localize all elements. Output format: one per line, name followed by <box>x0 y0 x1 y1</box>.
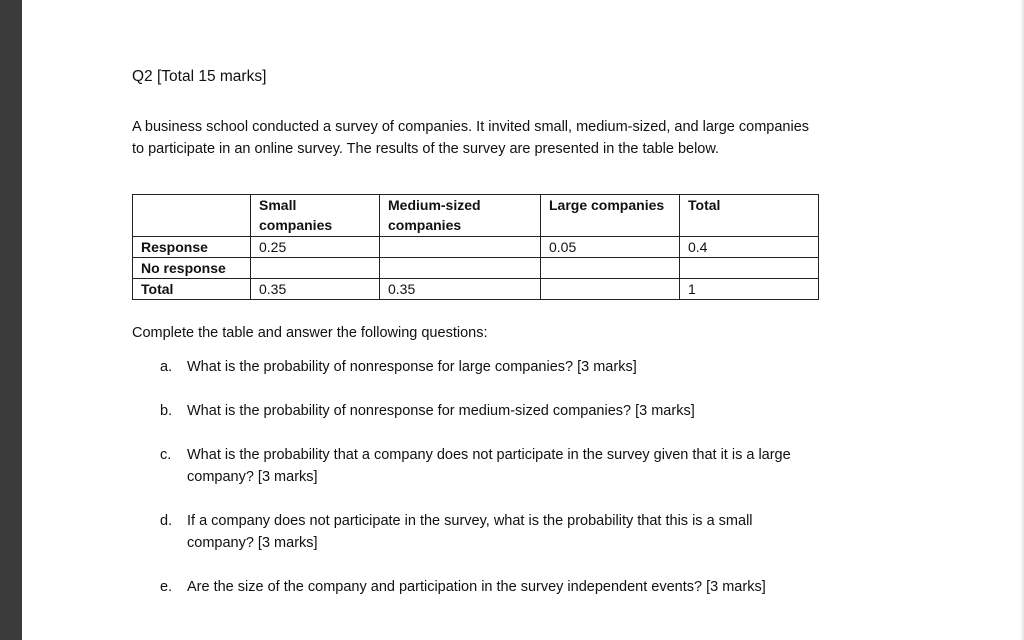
question-item-d <box>160 510 810 554</box>
row-label: Total <box>133 279 251 300</box>
table-cell <box>251 258 380 279</box>
table-cell <box>380 258 541 279</box>
row-label: Response <box>133 237 251 258</box>
table-cell: 0.25 <box>251 237 380 258</box>
table-header-cell <box>133 195 251 237</box>
table-cell <box>541 279 680 300</box>
table-cell: 0.05 <box>541 237 680 258</box>
table-header-cell: Medium-sized companies <box>380 195 541 237</box>
table-cell <box>380 237 541 258</box>
question-item-e <box>160 576 810 598</box>
question-text: Are the size of the company and participation in the survey independent events? [3 marks] <box>187 579 766 595</box>
table-cell <box>541 258 680 279</box>
table-cell: 0.35 <box>251 279 380 300</box>
question-text: If a company does not participate in the survey, what is the probability that this is a small company? [3 marks] <box>187 513 753 551</box>
row-label: No response <box>133 258 251 279</box>
probability-table <box>132 194 819 300</box>
table-row <box>133 237 819 258</box>
left-window-edge <box>0 0 22 640</box>
table-header-cell: Large companies <box>541 195 680 237</box>
question-text: What is the probability of nonresponse for large companies? [3 marks] <box>187 359 637 375</box>
question-title: Q2 [Total 15 marks] <box>132 68 267 85</box>
right-page-shadow <box>1020 0 1024 640</box>
question-letter: d. <box>160 513 173 529</box>
question-letter: c. <box>160 447 172 463</box>
question-item-b <box>160 400 810 422</box>
table-cell <box>680 258 819 279</box>
instruction-text: Complete the table and answer the following questions: <box>132 325 488 341</box>
question-letter: e. <box>160 579 173 595</box>
table-header-cell: Total <box>680 195 819 237</box>
table-header-cell: Small companies <box>251 195 380 237</box>
question-text: What is the probability of nonresponse for medium-sized companies? [3 marks] <box>187 403 695 419</box>
table-cell: 0.4 <box>680 237 819 258</box>
question-item-c <box>160 444 810 488</box>
table-row <box>133 279 819 300</box>
question-letter: a. <box>160 359 173 375</box>
table-cell: 1 <box>680 279 819 300</box>
question-text: What is the probability that a company does not participate in the survey given that it is a large company? [3 marks] <box>187 447 791 485</box>
table-row <box>133 258 819 279</box>
table-header-row <box>133 195 819 237</box>
table-cell: 0.35 <box>380 279 541 300</box>
question-letter: b. <box>160 403 173 419</box>
question-item-a <box>160 356 810 378</box>
intro-paragraph: A business school conducted a survey of companies. It invited small, medium-sized, and large companies to participate in an online survey. The results of the survey are presented in the table below. <box>132 119 810 157</box>
